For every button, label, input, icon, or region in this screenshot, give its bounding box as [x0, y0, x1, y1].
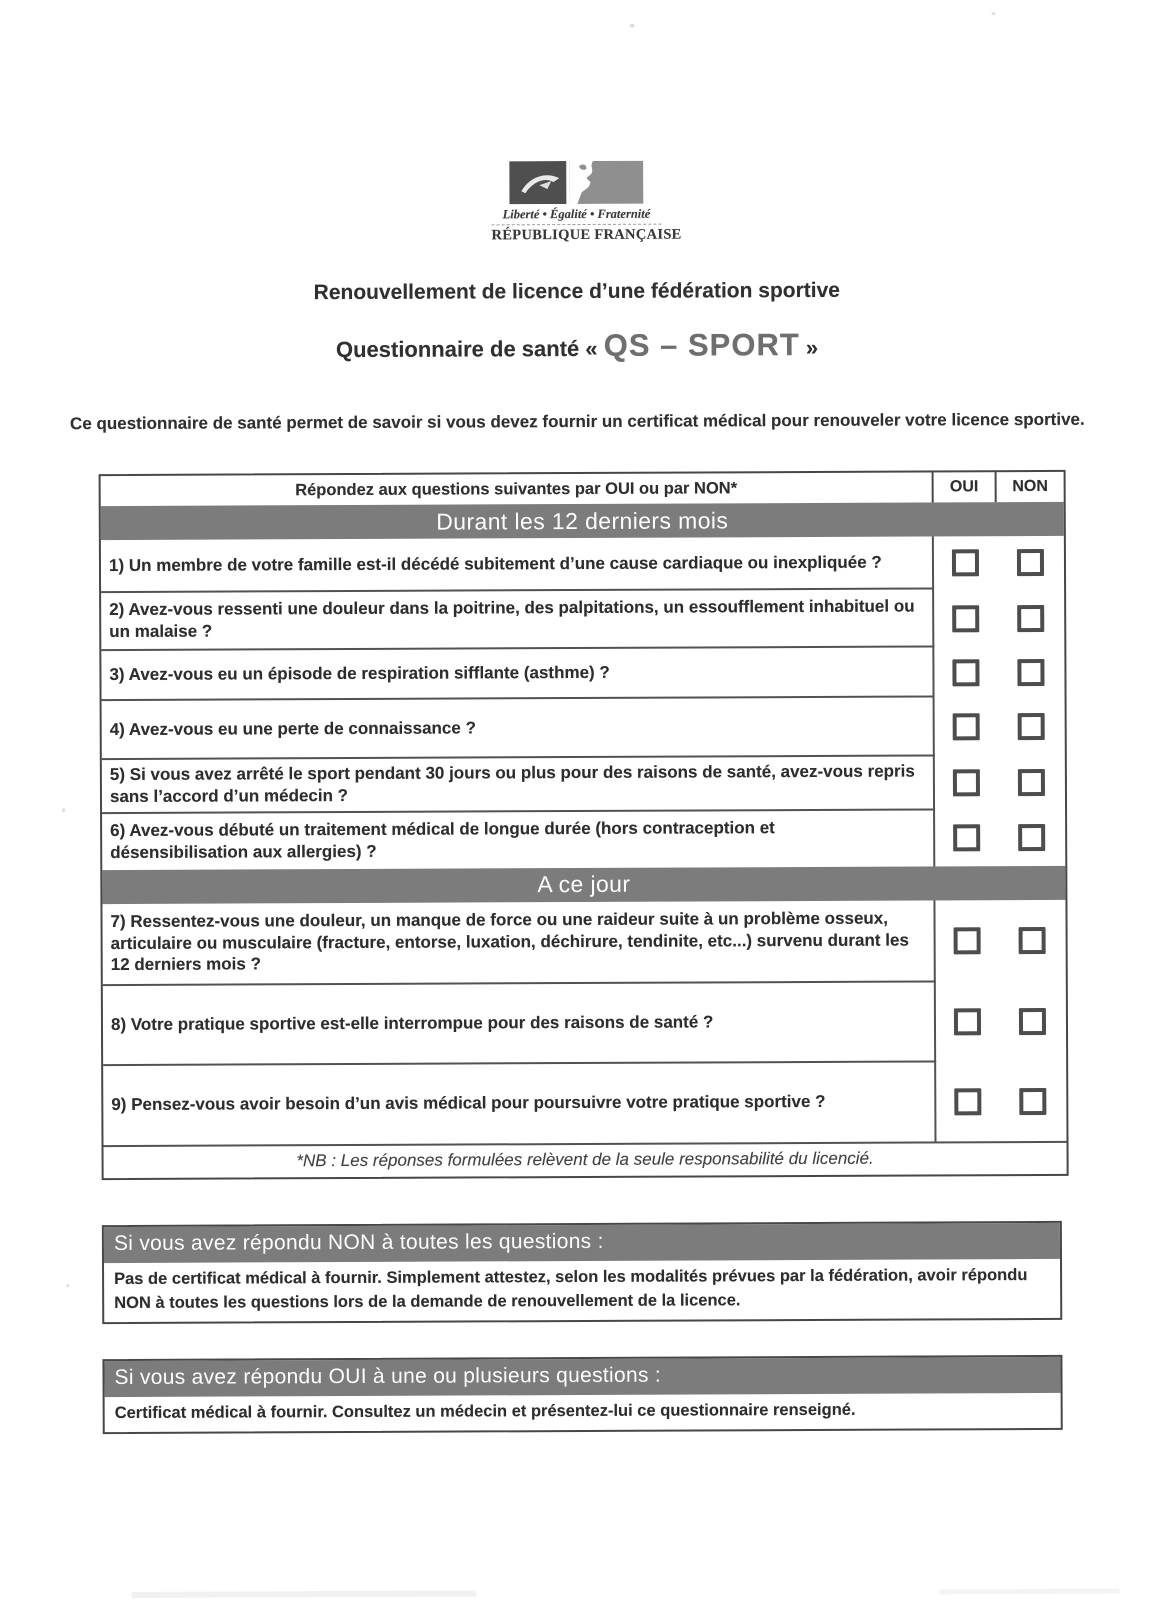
- section-banner-today: A ce jour: [102, 865, 1065, 903]
- logo-motto: Liberté • Égalité • Fraternité: [502, 206, 651, 222]
- form-title: Renouvellement de licence d’une fédération sportive: [313, 278, 840, 305]
- outcome-oui-block: [102, 1355, 1062, 1434]
- q9-non-checkbox[interactable]: [1019, 1087, 1046, 1114]
- scan-speck: [992, 12, 996, 15]
- question-7-text: 7) Ressentez-vous une douleur, un manque de force ou une raideur suite à un problème osseux, articulaire ou musculaire (fracture, entorse, luxation, déchirure, tendinite, etc...) survenu durant les 12 derniers mois ?: [102, 900, 935, 986]
- table-footnote: *NB : Les réponses formulées relèvent de la seule responsabilité du licencié.: [104, 1140, 1067, 1177]
- scan-artifact-footer: [131, 1590, 476, 1598]
- q5-oui-checkbox[interactable]: [953, 770, 980, 797]
- q4-non-checkbox[interactable]: [1018, 713, 1045, 740]
- table-header-row: [101, 472, 1064, 506]
- question-row-7: [102, 899, 1065, 985]
- outcome-non-banner: Si vous avez répondu NON à toutes les questions :: [104, 1222, 1060, 1262]
- non-column-header: NON: [1012, 477, 1048, 496]
- subtitle-suffix: »: [805, 334, 819, 361]
- q6-oui-checkbox[interactable]: [953, 824, 980, 851]
- french-republic-logo: [491, 0, 682, 244]
- form-subtitle: [0, 325, 1156, 366]
- table-header-prompt: Répondez aux questions suivantes par OUI ou par NON*: [101, 472, 934, 506]
- q9-oui-checkbox[interactable]: [954, 1088, 981, 1115]
- question-row-9: [103, 1061, 1066, 1144]
- question-row-2: [101, 589, 1064, 651]
- q3-oui-checkbox[interactable]: [952, 659, 979, 686]
- q6-non-checkbox[interactable]: [1018, 824, 1045, 851]
- subtitle-prefix: Questionnaire de santé «: [335, 335, 598, 363]
- q4-oui-checkbox[interactable]: [953, 713, 980, 740]
- question-row-8: [103, 981, 1066, 1065]
- q1-non-checkbox[interactable]: [1017, 549, 1044, 576]
- question-row-1: [101, 536, 1064, 593]
- question-9-text: 9) Pensez-vous avoir besoin d’un avis médical pour poursuivre votre pratique sportive ?: [103, 1062, 936, 1145]
- logo-republic-name: RÉPUBLIQUE FRANÇAISE: [491, 224, 661, 245]
- q5-non-checkbox[interactable]: [1018, 769, 1045, 796]
- q8-oui-checkbox[interactable]: [954, 1008, 981, 1035]
- q2-oui-checkbox[interactable]: [952, 605, 979, 632]
- outcome-non-block: [102, 1220, 1062, 1324]
- q7-non-checkbox[interactable]: [1019, 927, 1046, 954]
- scan-artifact-footer: [939, 1589, 1119, 1595]
- q1-oui-checkbox[interactable]: [952, 549, 979, 576]
- question-8-text: 8) Votre pratique sportive est-elle interrompue pour des raisons de santé ?: [103, 982, 936, 1066]
- question-row-6: [102, 809, 1065, 869]
- question-row-4: [102, 697, 1065, 760]
- outcome-non-body: Pas de certificat médical à fournir. Simplement attestez, selon les modalités prévues par la fédération, avoir répondu NON à toutes les questions lors de la demande de renouvellement de la licence.: [114, 1265, 1028, 1313]
- question-1-text: 1) Un membre de votre famille est-il décédé subitement d’une cause cardiaque ou inexpliquée ?: [101, 536, 934, 593]
- health-questionnaire-table: [99, 470, 1069, 1180]
- outcome-oui-body: Certificat médical à fournir. Consultez un médecin et présentez-lui ce questionnaire renseigné.: [114, 1400, 856, 1423]
- q8-non-checkbox[interactable]: [1019, 1008, 1046, 1035]
- scan-speck: [66, 1284, 69, 1287]
- question-3-text: 3) Avez-vous eu un épisode de respiration sifflante (asthme) ?: [101, 647, 934, 701]
- question-row-5: [102, 756, 1065, 814]
- oui-column-header: OUI: [934, 472, 997, 502]
- outcome-oui-banner: Si vous avez répondu OUI à une ou plusieurs questions :: [104, 1357, 1060, 1397]
- question-5-text: 5) Si vous avez arrêté le sport pendant 30 jours ou plus pour des raisons de santé, avez-vous repris sans l’accord d’un médecin ?: [102, 756, 935, 813]
- section-banner-last-12-months: Durant les 12 derniers mois: [101, 502, 1064, 540]
- question-row-3: [101, 647, 1064, 701]
- question-2-text: 2) Avez-vous ressenti une douleur dans la poitrine, des palpitations, un essoufflement inhabituel ou un malaise ?: [101, 589, 934, 651]
- question-4-text: 4) Avez-vous eu une perte de connaissance ?: [102, 697, 935, 760]
- q2-non-checkbox[interactable]: [1017, 604, 1044, 631]
- question-6-text: 6) Avez-vous débuté un traitement médical de longue durée (hors contraception et désensibilisation aux allergies) ?: [102, 810, 935, 870]
- marianne-logo-icon: [509, 161, 643, 205]
- scan-speck: [62, 808, 65, 812]
- q7-oui-checkbox[interactable]: [954, 927, 981, 954]
- q3-non-checkbox[interactable]: [1017, 658, 1044, 685]
- intro-text: Ce questionnaire de santé permet de savoir si vous devez fournir un certificat médical pour renouveler votre licence sportive.: [69, 409, 1085, 434]
- subtitle-code: QS – SPORT: [603, 327, 800, 363]
- scan-speck: [630, 24, 635, 28]
